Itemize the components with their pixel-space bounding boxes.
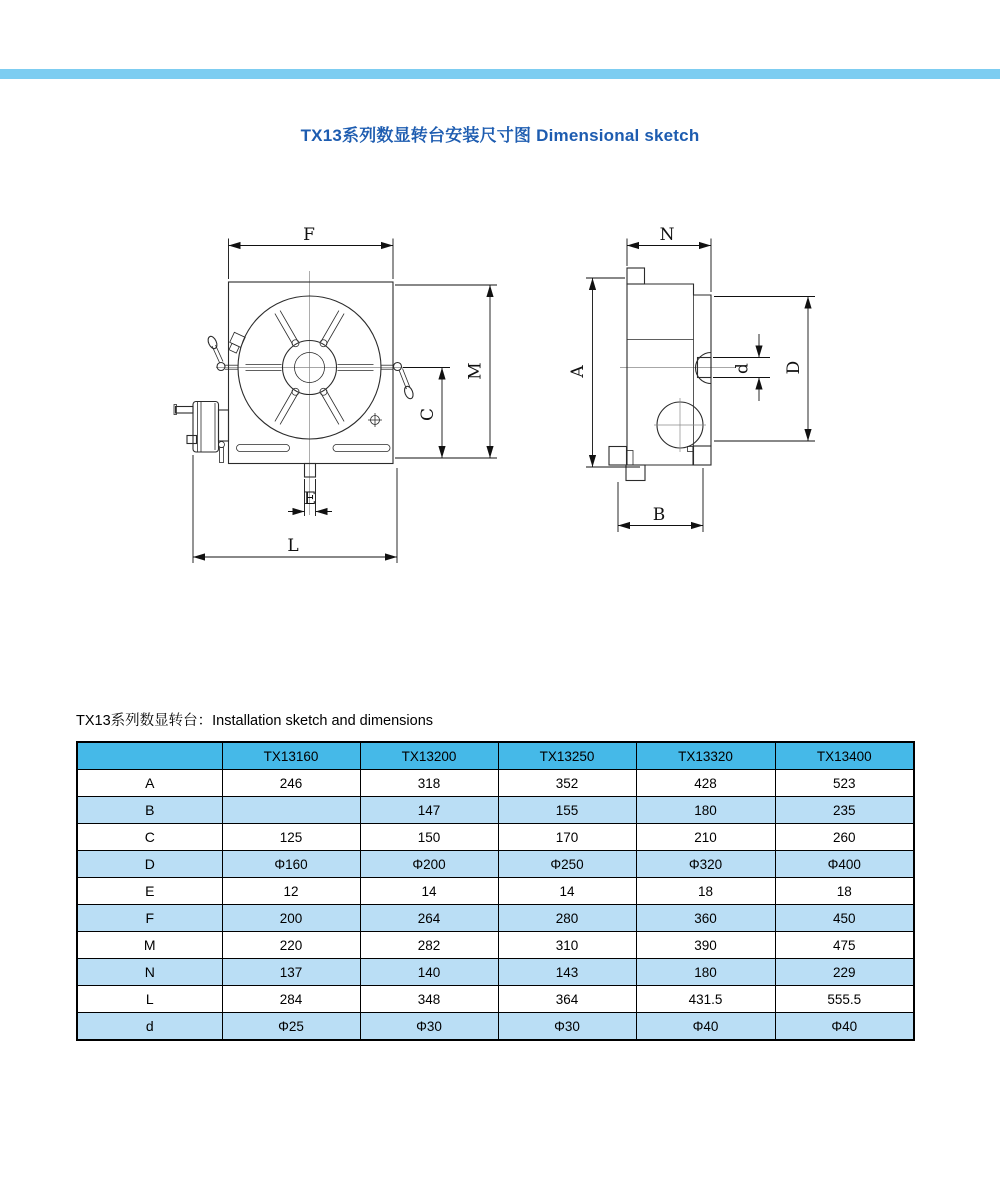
col-header-tx13400: TX13400	[775, 742, 914, 770]
dim-value-cell: 229	[775, 959, 914, 986]
dim-value-cell: Φ160	[222, 851, 360, 878]
row-label: E	[77, 878, 222, 905]
dim-value-cell: 18	[775, 878, 914, 905]
dim-value-cell: 18	[636, 878, 775, 905]
dim-value-cell: Φ40	[775, 1013, 914, 1041]
dim-value-cell: 150	[360, 824, 498, 851]
table-row-E	[77, 878, 914, 905]
tenon	[305, 464, 316, 478]
dim-value-cell: Φ250	[498, 851, 636, 878]
dim-value-cell: 220	[222, 932, 360, 959]
row-label: C	[77, 824, 222, 851]
dim-value-cell: 180	[636, 959, 775, 986]
table-row-A	[77, 770, 914, 797]
worm-boss	[654, 398, 706, 452]
dim-label-d: d	[732, 363, 753, 374]
dim-value-cell: 12	[222, 878, 360, 905]
dim-value-cell: 246	[222, 770, 360, 797]
dim-value-cell: 555.5	[775, 986, 914, 1013]
dimensions-table	[76, 741, 915, 1041]
dim-value-cell: 137	[222, 959, 360, 986]
clamp-lever-left	[206, 335, 238, 370]
dim-value-cell: 14	[498, 878, 636, 905]
dim-value-cell: 284	[222, 986, 360, 1013]
dim-value-cell: 155	[498, 797, 636, 824]
dim-value-cell: 352	[498, 770, 636, 797]
base-clamps	[609, 446, 711, 481]
dim-value-cell: 147	[360, 797, 498, 824]
dim-label-D: D	[784, 360, 804, 375]
dim-value-cell: Φ30	[498, 1013, 636, 1041]
side-view-drawing	[568, 225, 815, 532]
col-header-tx13200: TX13200	[360, 742, 498, 770]
dim-value-cell: 475	[775, 932, 914, 959]
dim-value-cell: 428	[636, 770, 775, 797]
dim-value-cell: 14	[360, 878, 498, 905]
row-label: F	[77, 905, 222, 932]
dim-value-cell: 282	[360, 932, 498, 959]
page-title: TX13系列数显转台安装尺寸图 Dimensional sketch	[300, 126, 700, 145]
dim-value-cell: 360	[636, 905, 775, 932]
dim-label-N: N	[659, 225, 675, 245]
spindle-nose	[696, 353, 711, 384]
dimensional-sketch	[0, 200, 1000, 580]
table-row-L	[77, 986, 914, 1013]
dim-value-cell: 140	[360, 959, 498, 986]
dim-label-C: C	[418, 407, 438, 422]
header-row	[77, 742, 914, 770]
handwheel	[174, 402, 229, 463]
dim-value-cell: Φ30	[360, 1013, 498, 1041]
dim-value-cell: 260	[775, 824, 914, 851]
dim-value-cell: Φ25	[222, 1013, 360, 1041]
table-row-B	[77, 797, 914, 824]
col-header-tx13320: TX13320	[636, 742, 775, 770]
dim-value-cell: Φ200	[360, 851, 498, 878]
dim-label-A: A	[568, 365, 588, 378]
table-row-N	[77, 959, 914, 986]
dim-value-cell: Φ400	[775, 851, 914, 878]
dim-value-cell: 364	[498, 986, 636, 1013]
col-header-tx13250: TX13250	[498, 742, 636, 770]
dim-value-cell: Φ320	[636, 851, 775, 878]
dim-value-cell: 264	[360, 905, 498, 932]
row-label: d	[77, 1013, 222, 1041]
dim-value-cell: 180	[636, 797, 775, 824]
dim-value-cell: 170	[498, 824, 636, 851]
table-body-front	[229, 282, 394, 464]
table-row-d	[77, 1013, 914, 1041]
dim-value-cell: 523	[775, 770, 914, 797]
row-label: M	[77, 932, 222, 959]
row-label: A	[77, 770, 222, 797]
row-label: B	[77, 797, 222, 824]
clamp-lever-right	[381, 363, 415, 400]
table-body-side	[627, 284, 711, 465]
dim-value-cell: 200	[222, 905, 360, 932]
dim-label-B: B	[652, 505, 666, 525]
section-caption: TX13系列数显转台：Installation sketch and dimensions	[76, 713, 434, 729]
table-row-M	[77, 932, 914, 959]
front-view-drawing	[174, 225, 497, 563]
base-slot-left	[237, 445, 290, 452]
dim-label-F: F	[303, 225, 315, 245]
dim-value-cell: 348	[360, 986, 498, 1013]
datum-mark	[368, 413, 382, 427]
col-header-blank	[77, 742, 222, 770]
dim-value-cell: 310	[498, 932, 636, 959]
dim-value-cell: 125	[222, 824, 360, 851]
top-tab	[627, 268, 645, 284]
rim-clamp-block	[227, 332, 245, 353]
dim-label-M: M	[465, 362, 486, 380]
dim-value-cell: 280	[498, 905, 636, 932]
table-row-C	[77, 824, 914, 851]
dim-value-cell: 143	[498, 959, 636, 986]
dim-value-cell: 390	[636, 932, 775, 959]
row-label: N	[77, 959, 222, 986]
dim-value-cell: 235	[775, 797, 914, 824]
dim-value-cell	[222, 797, 360, 824]
base-slot-right	[333, 445, 390, 452]
dim-value-cell: Φ40	[636, 1013, 775, 1041]
dimension-A	[586, 278, 640, 467]
dim-value-cell: 318	[360, 770, 498, 797]
dim-value-cell: 210	[636, 824, 775, 851]
top-accent-bar	[0, 69, 1000, 79]
dim-value-cell: 431.5	[636, 986, 775, 1013]
dim-label-L: L	[287, 536, 299, 556]
row-label: D	[77, 851, 222, 878]
table-row-F	[77, 905, 914, 932]
row-label: L	[77, 986, 222, 1013]
table-row-D	[77, 851, 914, 878]
dim-value-cell: 450	[775, 905, 914, 932]
dim-label-E: E	[303, 489, 317, 509]
col-header-tx13160: TX13160	[222, 742, 360, 770]
